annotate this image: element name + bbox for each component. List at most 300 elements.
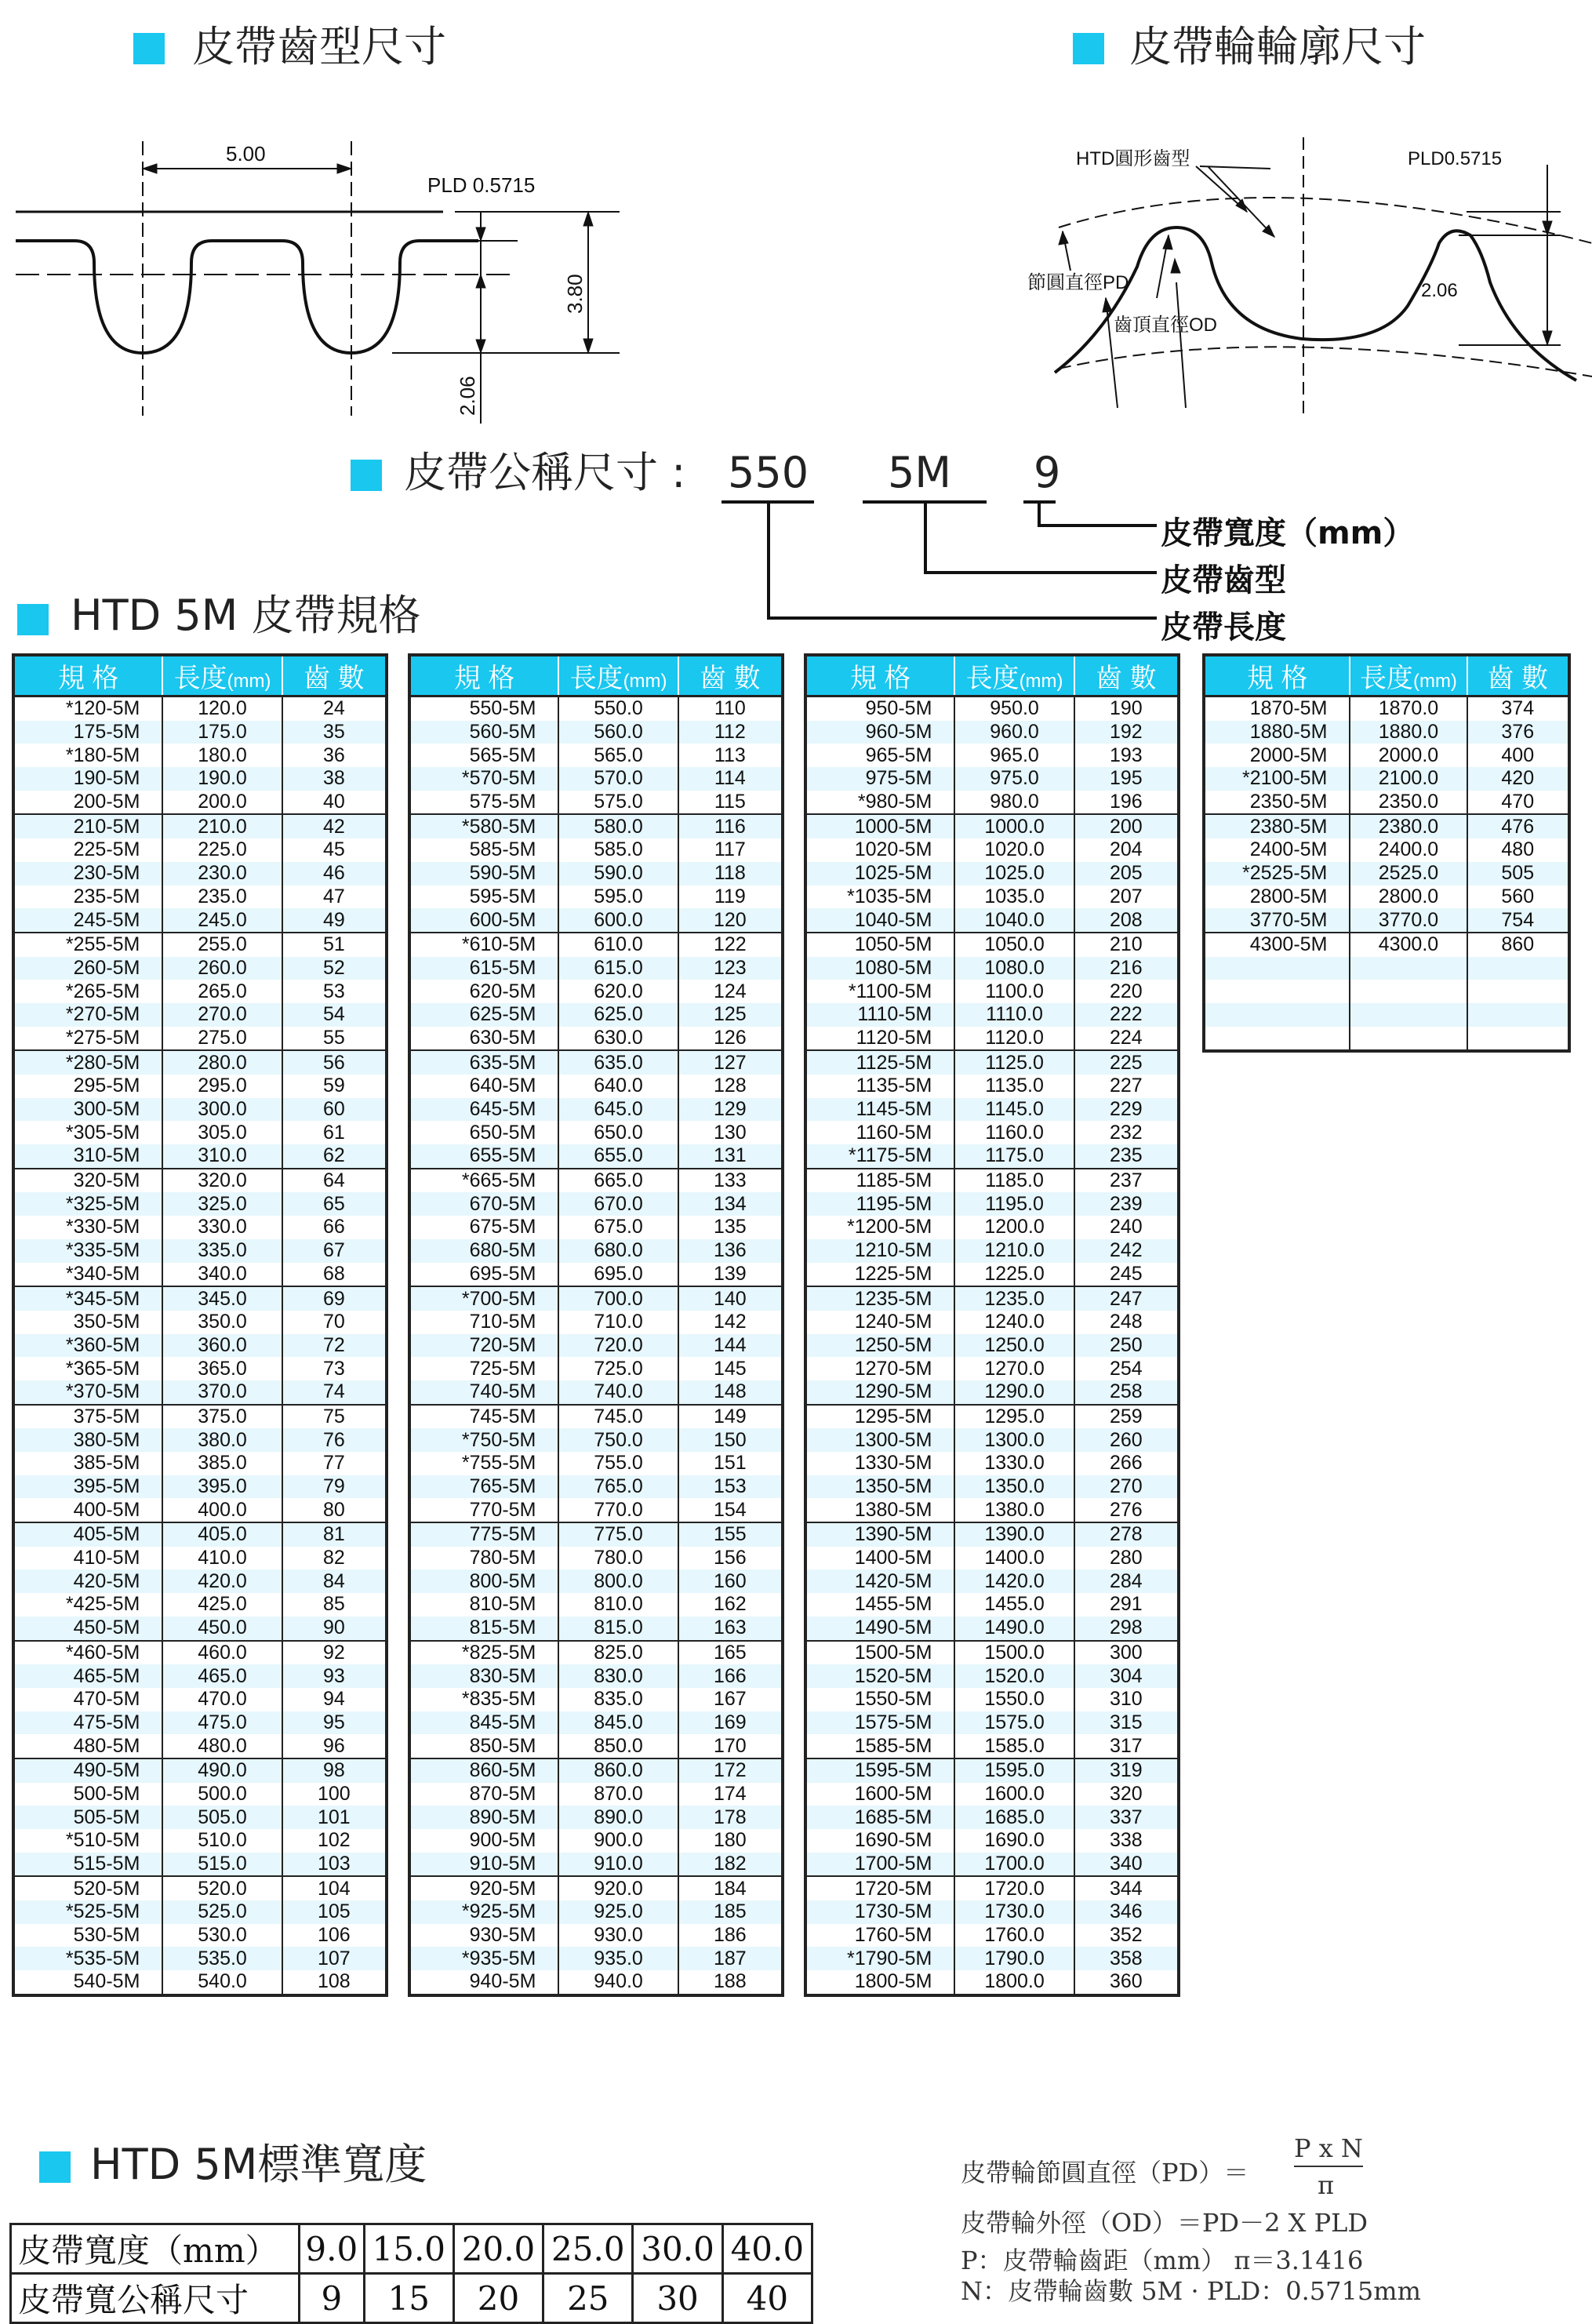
length-value: 950.0 (954, 696, 1074, 721)
length-value: 1175.0 (954, 1144, 1074, 1169)
teeth-count: 754 (1467, 908, 1570, 933)
length-value: 1380.0 (954, 1498, 1074, 1522)
length-value: 1020.0 (954, 838, 1074, 862)
table-row (805, 1617, 1179, 1641)
teeth-count: 85 (282, 1593, 387, 1617)
teeth-count: 266 (1074, 1452, 1179, 1475)
type-callout-label: 皮帶齒型 (1161, 562, 1286, 598)
spec-code: *700-5M (409, 1286, 558, 1311)
length-value: 180.0 (162, 744, 282, 767)
teeth-count: 60 (282, 1098, 387, 1122)
table-row (409, 1475, 783, 1499)
table-row (805, 1947, 1179, 1970)
teeth-count: 320 (1074, 1783, 1179, 1806)
table-row (409, 1900, 783, 1924)
spec-code: 575-5M (409, 791, 558, 815)
table-row (13, 1641, 387, 1665)
table-row (13, 1947, 387, 1970)
teeth-count: 204 (1074, 838, 1179, 862)
formula-pd-lhs: 皮帶輪節圓直徑（PD）＝ (961, 2158, 1249, 2188)
spec-code: 350-5M (13, 1311, 162, 1334)
teeth-count: 93 (282, 1664, 387, 1688)
table-row (409, 1027, 783, 1051)
length-value: 330.0 (162, 1216, 282, 1239)
spec-code: *275-5M (13, 1027, 162, 1051)
length-value: 475.0 (162, 1711, 282, 1735)
spec-code: 765-5M (409, 1475, 558, 1499)
spec-code: *1175-5M (805, 1144, 954, 1169)
teeth-count: 205 (1074, 862, 1179, 886)
spec-code: 1185-5M (805, 1169, 954, 1193)
teeth-count: 170 (678, 1734, 783, 1758)
length-value: 750.0 (558, 1428, 678, 1452)
length-value: 620.0 (558, 980, 678, 1003)
teeth-count: 100 (282, 1783, 387, 1806)
width-callout-label: 皮帶寬度（mm） (1161, 515, 1415, 551)
spec-code: 960-5M (805, 721, 954, 744)
length-value: 175.0 (162, 721, 282, 744)
length-value: 385.0 (162, 1452, 282, 1475)
length-value: 700.0 (558, 1286, 678, 1311)
teeth-count: 260 (1074, 1428, 1179, 1452)
spec-code: 1290-5M (805, 1380, 954, 1405)
teeth-count: 123 (678, 957, 783, 980)
spec-code: 1125-5M (805, 1050, 954, 1075)
spec-code: *305-5M (13, 1121, 162, 1144)
spec-code: *570-5M (409, 767, 558, 791)
teeth-count: 77 (282, 1452, 387, 1475)
teeth-count: 79 (282, 1475, 387, 1499)
width-value: 40.0 (722, 2224, 812, 2274)
spec-code: 225-5M (13, 838, 162, 862)
spec-code: 400-5M (13, 1498, 162, 1522)
table-row (409, 1216, 783, 1239)
spec-code: 975-5M (805, 767, 954, 791)
teeth-count: 120 (678, 908, 783, 933)
nominal-callout-lines (706, 494, 1161, 635)
length-value: 270.0 (162, 1003, 282, 1027)
table-row (13, 696, 387, 721)
teeth-count: 284 (1074, 1569, 1179, 1593)
length-value: 1225.0 (954, 1263, 1074, 1287)
heading-marker (17, 604, 49, 635)
length-value: 1185.0 (954, 1169, 1074, 1193)
teeth-count: 40 (282, 791, 387, 815)
spec-code: 210-5M (13, 814, 162, 838)
table-row (409, 1192, 783, 1216)
teeth-count: 122 (678, 933, 783, 957)
teeth-count (1467, 1027, 1570, 1052)
table-row (805, 814, 1179, 838)
spec-code: 940-5M (409, 1970, 558, 1995)
width-value: 15.0 (364, 2224, 453, 2274)
table-row (805, 980, 1179, 1003)
length-value: 490.0 (162, 1758, 282, 1783)
table-row (409, 1286, 783, 1311)
table-row (409, 1617, 783, 1641)
spec-code: 1685-5M (805, 1806, 954, 1829)
spec-code: 1025-5M (805, 862, 954, 886)
length-value: 320.0 (162, 1169, 282, 1193)
spec-code: 615-5M (409, 957, 558, 980)
table-row (805, 1050, 1179, 1075)
spec-table (408, 653, 784, 1997)
teeth-count: 178 (678, 1806, 783, 1829)
table-row (13, 1003, 387, 1027)
teeth-count: 210 (1074, 933, 1179, 957)
table-row (13, 1876, 387, 1900)
spec-code: 595-5M (409, 886, 558, 909)
length-value: 1600.0 (954, 1783, 1074, 1806)
teeth-count: 180 (678, 1829, 783, 1853)
table-row (13, 1806, 387, 1829)
tooth-profile-heading: 皮帶齒型尺寸 (192, 22, 446, 71)
table-row (805, 1547, 1179, 1570)
length-value: 665.0 (558, 1169, 678, 1193)
length-value: 900.0 (558, 1829, 678, 1853)
teeth-count: 480 (1467, 838, 1570, 862)
length-value: 1100.0 (954, 980, 1074, 1003)
spec-code: 770-5M (409, 1498, 558, 1522)
width-code: 15 (364, 2274, 453, 2323)
pld-label: PLD 0.5715 (427, 173, 536, 197)
teeth-count: 136 (678, 1239, 783, 1263)
table-row (409, 1428, 783, 1452)
spec-code: 420-5M (13, 1569, 162, 1593)
teeth-count: 163 (678, 1617, 783, 1641)
length-value: 370.0 (162, 1380, 282, 1405)
table-row (409, 1783, 783, 1806)
length-value: 1290.0 (954, 1380, 1074, 1405)
width-value: 20.0 (453, 2224, 543, 2274)
spec-code: *610-5M (409, 933, 558, 957)
table-row (805, 767, 1179, 791)
teeth-count: 75 (282, 1405, 387, 1429)
table-row (409, 721, 783, 744)
length-value: 1300.0 (954, 1428, 1074, 1452)
teeth-count: 103 (282, 1853, 387, 1877)
length-value: 245.0 (162, 908, 282, 933)
length-value: 365.0 (162, 1357, 282, 1380)
table-row (1204, 1003, 1569, 1027)
spec-code: *180-5M (13, 744, 162, 767)
teeth-count: 222 (1074, 1003, 1179, 1027)
teeth-count: 107 (282, 1947, 387, 1970)
length-value: 825.0 (558, 1641, 678, 1665)
length-value: 1295.0 (954, 1405, 1074, 1429)
col-header-length-unit: (mm) (1412, 671, 1457, 692)
col-header-length-unit: (mm) (227, 671, 271, 692)
length-value: 2525.0 (1350, 862, 1467, 886)
spec-code: *345-5M (13, 1286, 162, 1311)
spec-table (12, 653, 388, 1997)
spec-code: 480-5M (13, 1734, 162, 1758)
teeth-count: 76 (282, 1428, 387, 1452)
teeth-count: 250 (1074, 1334, 1179, 1358)
teeth-count: 72 (282, 1334, 387, 1358)
table-row (13, 1216, 387, 1239)
table-row (409, 862, 783, 886)
teeth-count: 195 (1074, 767, 1179, 791)
table-row (805, 838, 1179, 862)
table-row (1204, 980, 1569, 1003)
spec-code: 1420-5M (805, 1569, 954, 1593)
length-value: 680.0 (558, 1239, 678, 1263)
length-value: 980.0 (954, 791, 1074, 815)
col-header-teeth: 齒 數 (678, 655, 783, 696)
spec-code: 1390-5M (805, 1522, 954, 1547)
table-row (13, 838, 387, 862)
teeth-count: 55 (282, 1027, 387, 1051)
table-row (409, 908, 783, 933)
spec-code: *1100-5M (805, 980, 954, 1003)
length-value: 210.0 (162, 814, 282, 838)
table-row (805, 1311, 1179, 1334)
length-value: 775.0 (558, 1522, 678, 1547)
table-row (13, 1617, 387, 1641)
spec-code: 1195-5M (805, 1192, 954, 1216)
length-value: 420.0 (162, 1569, 282, 1593)
table-row (409, 1498, 783, 1522)
table-row (13, 1263, 387, 1287)
spec-code: 1145-5M (805, 1098, 954, 1122)
teeth-count: 66 (282, 1216, 387, 1239)
teeth-count: 166 (678, 1664, 783, 1688)
spec-code: 1520-5M (805, 1664, 954, 1688)
spec-code: 2350-5M (1204, 791, 1350, 815)
length-value: 190.0 (162, 767, 282, 791)
spec-code: 680-5M (409, 1239, 558, 1263)
length-value: 630.0 (558, 1027, 678, 1051)
table-row (409, 1970, 783, 1995)
spec-code: 1575-5M (805, 1711, 954, 1735)
table-row (805, 1169, 1179, 1193)
spec-code: 655-5M (409, 1144, 558, 1169)
spec-code: 245-5M (13, 908, 162, 933)
teeth-count: 46 (282, 862, 387, 886)
spec-code: 815-5M (409, 1617, 558, 1641)
formula-od: 皮帶輪外徑（OD）＝PD－2 X PLD (961, 2208, 1368, 2238)
table-row (13, 933, 387, 957)
spec-code: *325-5M (13, 1192, 162, 1216)
table-row (409, 1144, 783, 1169)
spec-code: 1240-5M (805, 1311, 954, 1334)
table-row (805, 908, 1179, 933)
spec-code: 810-5M (409, 1593, 558, 1617)
length-value: 1120.0 (954, 1027, 1074, 1051)
length-value: 275.0 (162, 1027, 282, 1051)
spec-code: 1000-5M (805, 814, 954, 838)
teeth-count: 142 (678, 1311, 783, 1334)
spec-code: 410-5M (13, 1547, 162, 1570)
spec-code: *335-5M (13, 1239, 162, 1263)
teeth-count: 140 (678, 1286, 783, 1311)
length-value: 965.0 (954, 744, 1074, 767)
teeth-count: 278 (1074, 1522, 1179, 1547)
table-row (13, 1286, 387, 1311)
spec-code: 320-5M (13, 1169, 162, 1193)
table-row (409, 957, 783, 980)
width-code: 20 (453, 2274, 543, 2323)
table-row (409, 1405, 783, 1429)
teeth-count: 200 (1074, 814, 1179, 838)
table-row (805, 1428, 1179, 1452)
spec-code: *330-5M (13, 1216, 162, 1239)
spec-code: 260-5M (13, 957, 162, 980)
width-row-nominal (11, 2274, 812, 2323)
length-value: 835.0 (558, 1688, 678, 1711)
teeth-count: 374 (1467, 696, 1570, 721)
teeth-count: 51 (282, 933, 387, 957)
length-value: 1595.0 (954, 1758, 1074, 1783)
table-row (13, 744, 387, 767)
spec-code: *360-5M (13, 1334, 162, 1358)
nominal-heading: 皮帶公稱尺寸 : (404, 448, 686, 497)
table-row (805, 1806, 1179, 1829)
table-row (13, 1098, 387, 1122)
table-row (13, 1334, 387, 1358)
teeth-count: 94 (282, 1688, 387, 1711)
length-value: 425.0 (162, 1593, 282, 1617)
teeth-count: 227 (1074, 1075, 1179, 1098)
length-value: 1210.0 (954, 1239, 1074, 1263)
spec-code: *835-5M (409, 1688, 558, 1711)
spec-code (1204, 1003, 1350, 1027)
teeth-count: 148 (678, 1380, 783, 1405)
length-value: 845.0 (558, 1711, 678, 1735)
teeth-count: 184 (678, 1876, 783, 1900)
table-row (13, 1829, 387, 1853)
length-value: 1585.0 (954, 1734, 1074, 1758)
length-value: 1690.0 (954, 1829, 1074, 1853)
spec-code: 1380-5M (805, 1498, 954, 1522)
table-row (13, 1144, 387, 1169)
nominal-length: 550 (728, 448, 809, 497)
spec-code: 2800-5M (1204, 886, 1350, 909)
spec-code: 520-5M (13, 1876, 162, 1900)
spec-code: 800-5M (409, 1569, 558, 1593)
spec-code: 1160-5M (805, 1121, 954, 1144)
table-row (13, 908, 387, 933)
teeth-count: 64 (282, 1169, 387, 1193)
length-value: 465.0 (162, 1664, 282, 1688)
table-row (805, 1970, 1179, 1995)
table-row (805, 721, 1179, 744)
spec-code: 720-5M (409, 1334, 558, 1358)
spec-code: 190-5M (13, 767, 162, 791)
length-value: 295.0 (162, 1075, 282, 1098)
spec-code: 850-5M (409, 1734, 558, 1758)
teeth-count: 304 (1074, 1664, 1179, 1688)
spec-code: 1585-5M (805, 1734, 954, 1758)
spec-code: 745-5M (409, 1405, 558, 1429)
length-value: 1575.0 (954, 1711, 1074, 1735)
pulley-pld-label: PLD0.5715 (1408, 148, 1503, 169)
spec-code: 930-5M (409, 1924, 558, 1948)
table-row (13, 1593, 387, 1617)
spec-code: 1720-5M (805, 1876, 954, 1900)
teeth-count: 42 (282, 814, 387, 838)
teeth-count: 470 (1467, 791, 1570, 815)
teeth-count: 860 (1467, 933, 1570, 957)
pulley-profile-diagram (1012, 118, 1592, 431)
spec-code: *265-5M (13, 980, 162, 1003)
length-value: 1350.0 (954, 1475, 1074, 1499)
length-value: 1240.0 (954, 1311, 1074, 1334)
teeth-count: 193 (1074, 744, 1179, 767)
teeth-count: 259 (1074, 1405, 1179, 1429)
table-row (805, 1876, 1179, 1900)
teeth-count: 153 (678, 1475, 783, 1499)
length-value: 410.0 (162, 1547, 282, 1570)
length-value: 1125.0 (954, 1050, 1074, 1075)
htd-tooth-label: HTD圓形齒型 (1076, 148, 1190, 169)
nominal-type: 5M (888, 448, 951, 497)
teeth-count: 81 (282, 1522, 387, 1547)
table-row (1204, 933, 1569, 957)
spec-code: 1700-5M (805, 1853, 954, 1877)
spec-code: 230-5M (13, 862, 162, 886)
table-row (409, 1688, 783, 1711)
teeth-count: 207 (1074, 886, 1179, 909)
teeth-count: 247 (1074, 1286, 1179, 1311)
length-value: 345.0 (162, 1286, 282, 1311)
spec-code: 675-5M (409, 1216, 558, 1239)
teeth-count: 239 (1074, 1192, 1179, 1216)
table-row (805, 1405, 1179, 1429)
table-row (805, 1641, 1179, 1665)
spec-code: *665-5M (409, 1169, 558, 1193)
teeth-count: 82 (282, 1547, 387, 1570)
teeth-count: 114 (678, 767, 783, 791)
spec-code: 1225-5M (805, 1263, 954, 1287)
heading-marker (39, 2151, 71, 2183)
spec-code: 1135-5M (805, 1075, 954, 1098)
length-value: 640.0 (558, 1075, 678, 1098)
teeth-count: 340 (1074, 1853, 1179, 1877)
spec-code: 1210-5M (805, 1239, 954, 1263)
spec-code: 740-5M (409, 1380, 558, 1405)
length-value: 325.0 (162, 1192, 282, 1216)
table-row (409, 1924, 783, 1948)
table-row (805, 1003, 1179, 1027)
spec-code (1204, 957, 1350, 980)
width-code: 30 (633, 2274, 722, 2323)
col-header-spec: 規 格 (1204, 655, 1350, 696)
teeth-count: 135 (678, 1216, 783, 1239)
length-value: 300.0 (162, 1098, 282, 1122)
length-value: 925.0 (558, 1900, 678, 1924)
teeth-count: 112 (678, 721, 783, 744)
length-value: 260.0 (162, 957, 282, 980)
length-value: 255.0 (162, 933, 282, 957)
spec-code: 1050-5M (805, 933, 954, 957)
table-row (1204, 886, 1569, 909)
teeth-count: 476 (1467, 814, 1570, 838)
table-row (805, 1286, 1179, 1311)
table-row (13, 1900, 387, 1924)
teeth-count: 70 (282, 1311, 387, 1334)
teeth-count: 229 (1074, 1098, 1179, 1122)
teeth-count: 115 (678, 791, 783, 815)
length-value: 360.0 (162, 1334, 282, 1358)
table-row (13, 1428, 387, 1452)
teeth-count: 73 (282, 1357, 387, 1380)
teeth-count: 67 (282, 1239, 387, 1263)
length-value: 395.0 (162, 1475, 282, 1499)
table-row (409, 1239, 783, 1263)
spec-code: *935-5M (409, 1947, 558, 1970)
